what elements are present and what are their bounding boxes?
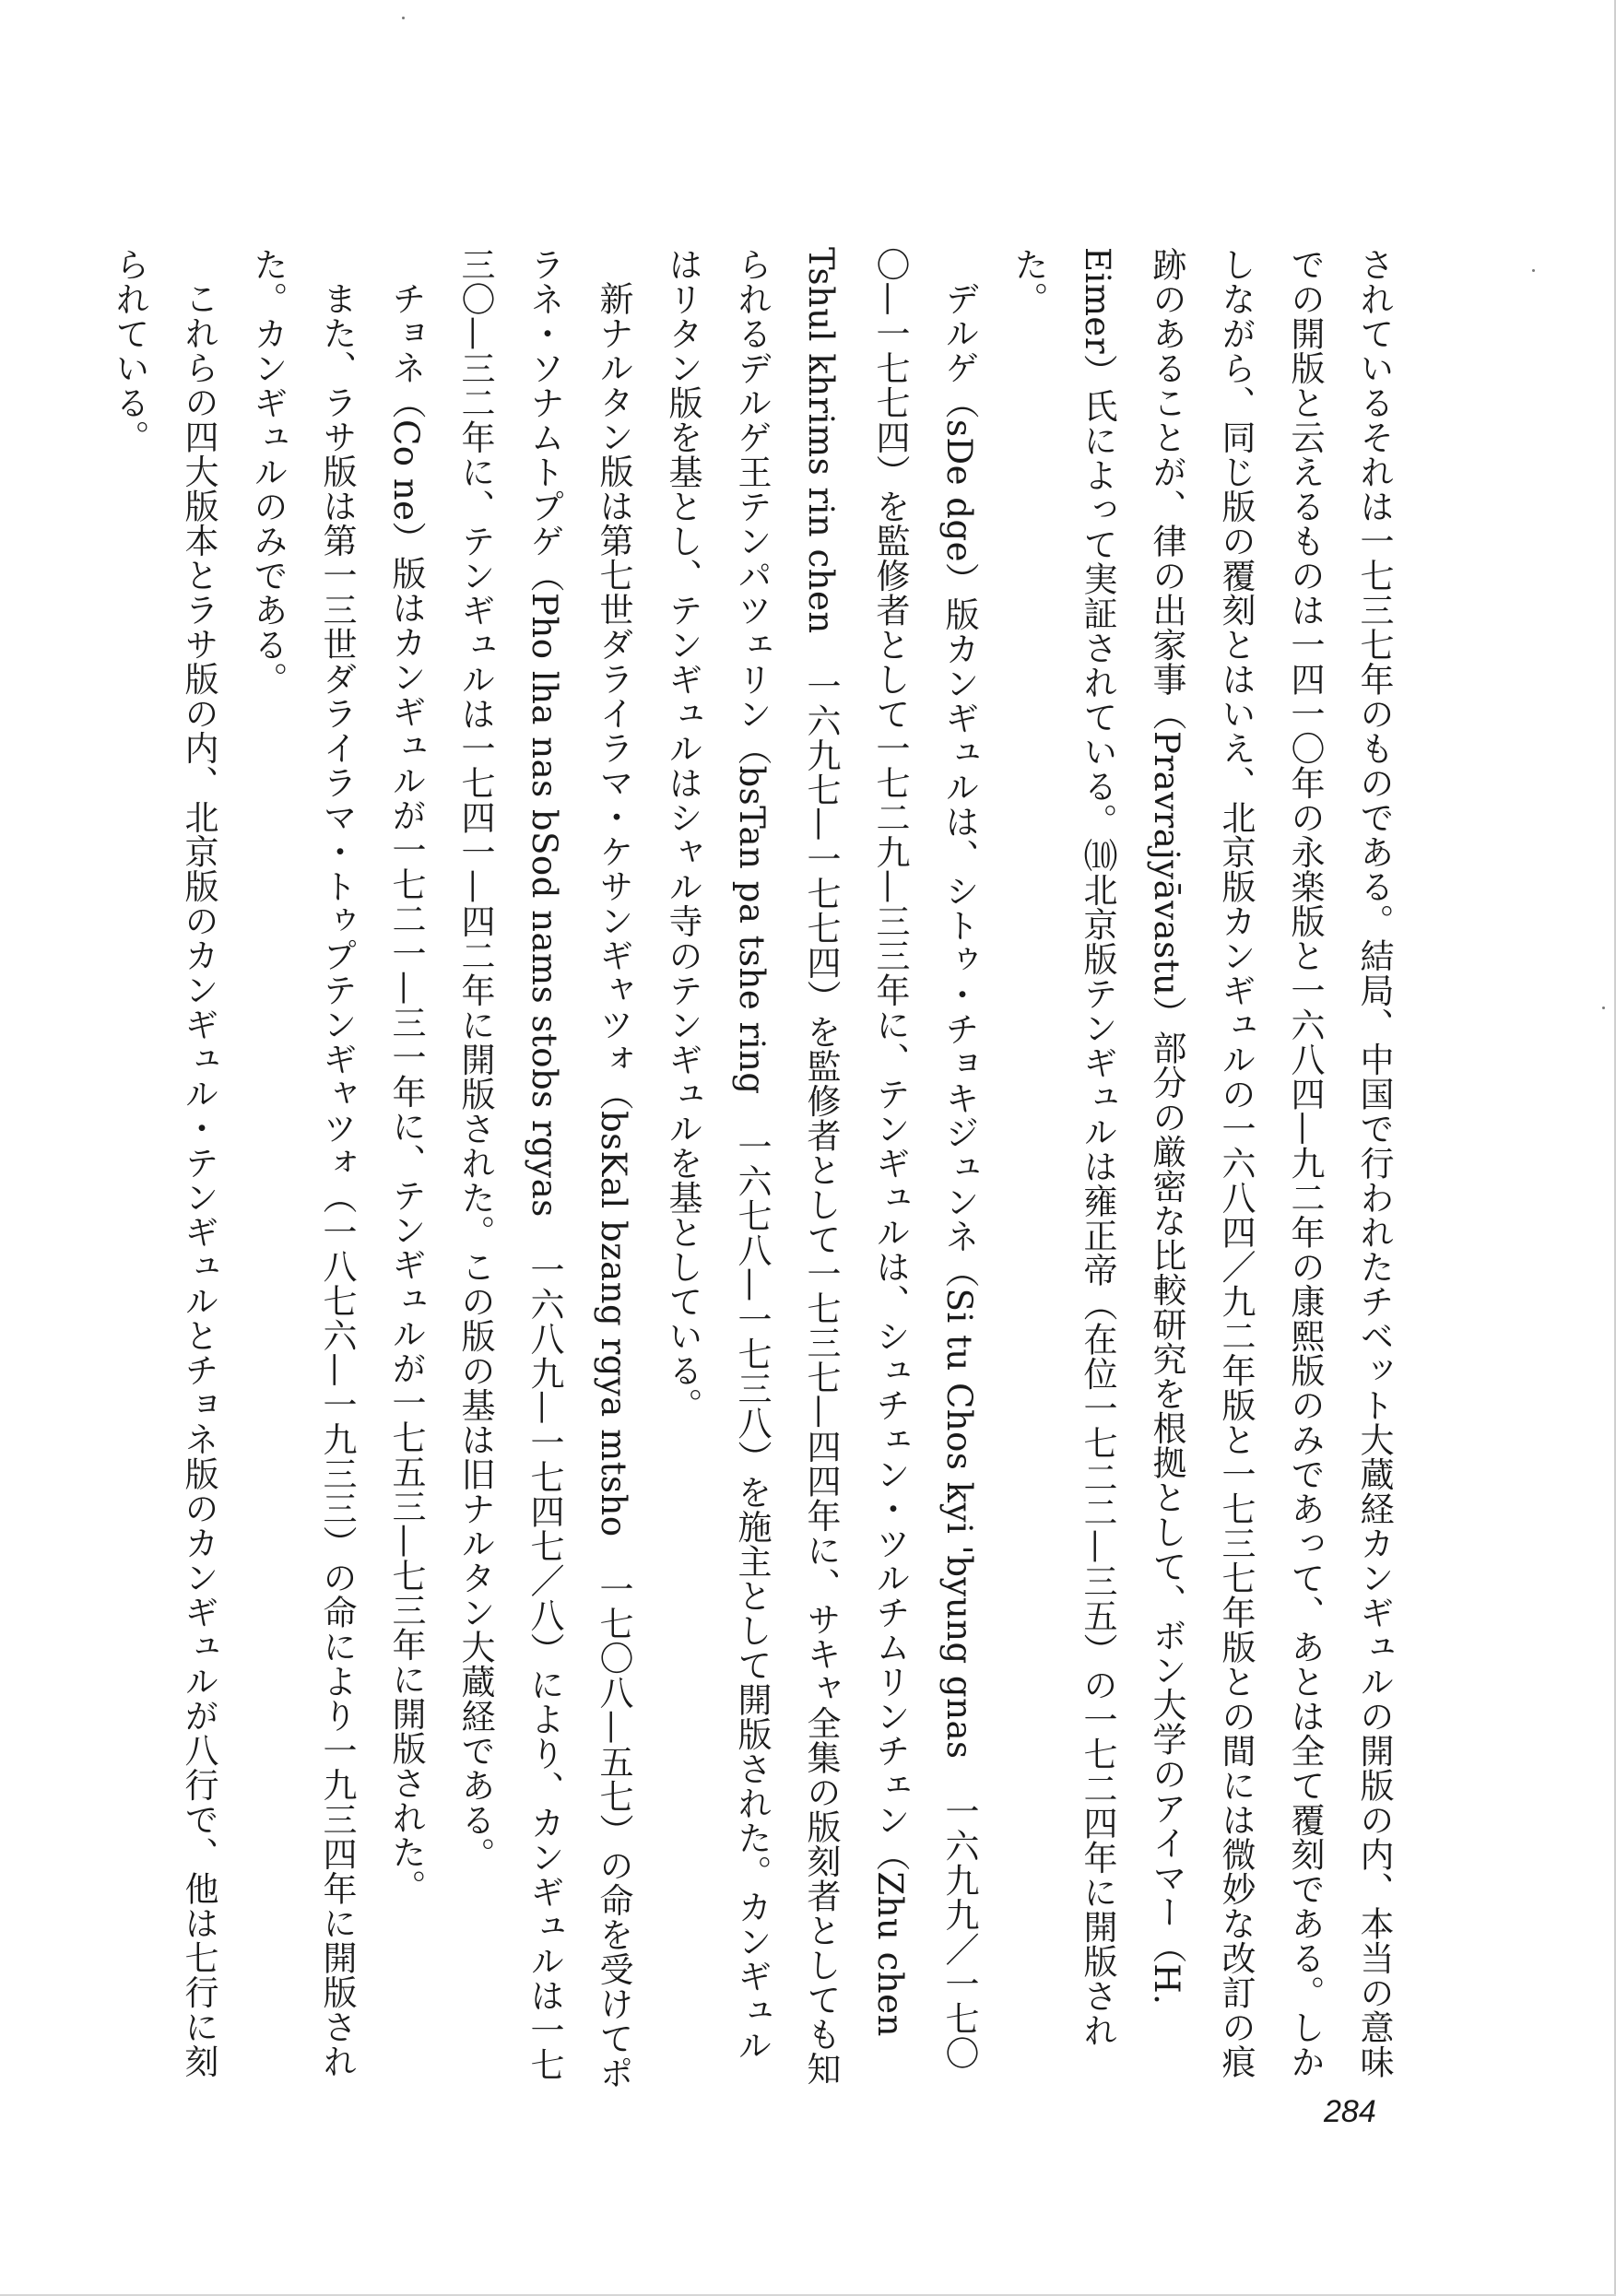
paragraph-4: チョネ（Co ne）版はカンギュルが一七二一—三一年に、テンギュルが一七五三—七三年に開版された。 (386, 281, 426, 1904)
body-text (110, 247, 1409, 2090)
paragraph-5: また、ラサ版は第一三世ダライラマ・トゥプテンギャツォ（一八七六—一九三三）の命により一九三四年に開版された。カンギュルのみである。 (248, 247, 357, 2078)
scan-speck (402, 17, 405, 19)
paragraph-6: これらの四大版本とラサ版の内、北京版のカンギュル・テンギュルとチョネ版のカンギュルが八行で、他は七行に刻られている。 (110, 247, 218, 2078)
scan-speck (1532, 269, 1535, 272)
page-number: 284 (1324, 2094, 1376, 2129)
paragraph-3: 新ナルタン版は第七世ダライラマ・ケサンギャツォ（bsKal bzang rgya mtsho 一七〇八—五七）の命を受けてポラネ・ソナムトプゲ（Pho lha nas bSod nams stobs rgyas 一六八九—一七四七／八）により、カンギュルは一七三〇—三二年に、テンギュルは一七四一—四二年に開版された。この版の基は旧ナルタン大蔵経である。 (455, 247, 633, 2090)
paragraph-1: されているそれは一七三七年のものである。結局、中国で行われたチベット大蔵経カンギュルの開版の内、本当の意味での開版と云えるものは一四一〇年の永楽版と一六八四—九二年の康熙版のみであって、あとは全て覆刻である。しかしながら、同じ版の覆刻とはいえ、北京版カンギュルの一六八四／九二年版と一七三七年版との間には微妙な改訂の痕跡のあることが、律の出家事（Pravrajyāvastu）部分の厳密な比較研究を根拠として、ボン大学のアイマー（H. Eimer）氏によって実証されている。⑽北京版テンギュルは雍正帝（在位一七二二—三五）の一七二四年に開版された。 (1009, 247, 1394, 2079)
scan-speck (1602, 1007, 1605, 1009)
paragraph-2: デルゲ（sDe dge）版カンギュルは、シトゥ・チョキジュンネ（Si tu Chos kyi 'byung gnas 一六九九／一七〇〇—一七七四）を監修者として一七二九—三三年に、テンギュルは、シュチェン・ツルチムリンチェン（Zhu chen Tshul khrims rin chen 一六九七—一七七四）を監修者として一七三七—四四年に、サキャ全集の版刻者としても知られるデルゲ王テンパツェリン（bsTan pa tshe ring 一六七八—一七三八）を施主として開版された。カンギュルはリタン版を基とし、テンギュルはシャル寺のテンギュルを基としている。 (663, 247, 979, 2086)
